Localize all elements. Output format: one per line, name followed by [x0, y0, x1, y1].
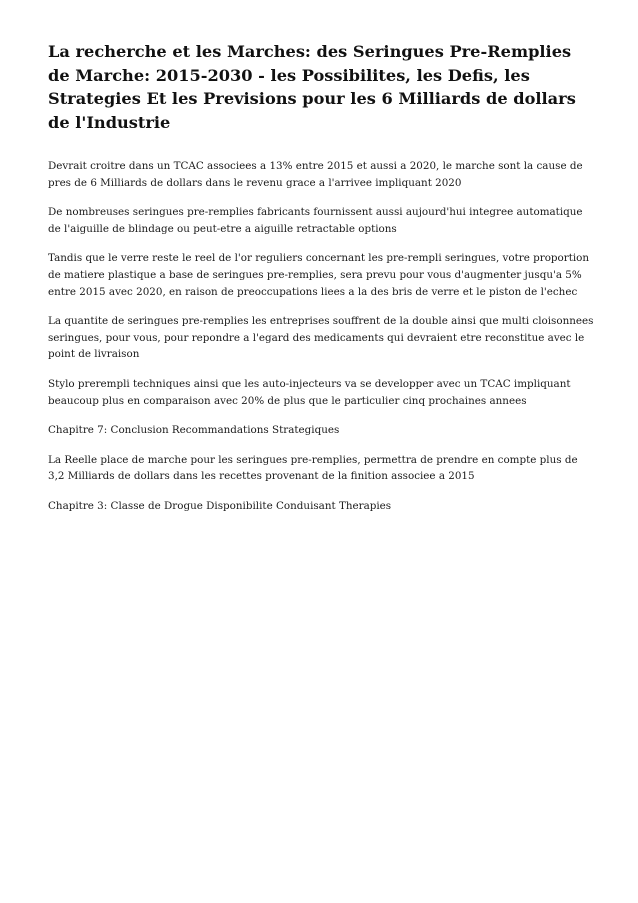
- document-page: [48, 40, 596, 528]
- paragraph: La Reelle place de marche pour les seringues pre-remplies, permettra de prendre en compte plus de 3,2 Milliards de dollars dans les recettes provenant de la finition associee a 2015: [48, 453, 578, 483]
- paragraph: Tandis que le verre reste le reel de l'or reguliers concernant les pre-rempli seringues, votre proportion de matiere plastique a base de seringues pre-remplies, sera prevu pour vous d'augmenter jusqu'a 5% entre 2015 avec 2020, en raison de preoccupations liees a la des bris de verre et le piston de l'echec: [48, 252, 590, 298]
- chapter-heading: Chapitre 7: Conclusion Recommandations Strategiques: [48, 424, 340, 437]
- chapter-heading: Chapitre 3: Classe de Drogue Disponibilite Conduisant Therapies: [48, 499, 392, 512]
- paragraph: De nombreuses seringues pre-remplies fabricants fournissent aussi aujourd'hui integree automatique de l'aiguille de blindage ou peut-etre a aiguille retractable options: [48, 206, 583, 235]
- paragraph: Devrait croitre dans un TCAC associees a 13% entre 2015 et aussi a 2020, le marche sont la cause de pres de 6 Milliards de dollars dans le revenu grace a l'arrivee impliquant 2020: [48, 160, 583, 189]
- document-title: La recherche et les Marches: des Seringues Pre-Remplies de Marche: 2015-2030 - les Possibilites, les Defis, les Strategies Et les Previsions pour les 6 Milliards de dollars de l'Industrie: [48, 42, 576, 132]
- paragraph: Stylo prerempli techniques ainsi que les auto-injecteurs va se developper avec un TCAC impliquant beaucoup plus en comparaison avec 20% de plus que le particulier cinq prochaines annees: [48, 377, 571, 407]
- paragraph: La quantite de seringues pre-remplies les entreprises souffrent de la double ainsi que multi cloisonnees seringues, pour vous, pour repondre a l'egard des medicaments qui devraient etre reconstitue avec le point de livraison: [48, 315, 594, 361]
